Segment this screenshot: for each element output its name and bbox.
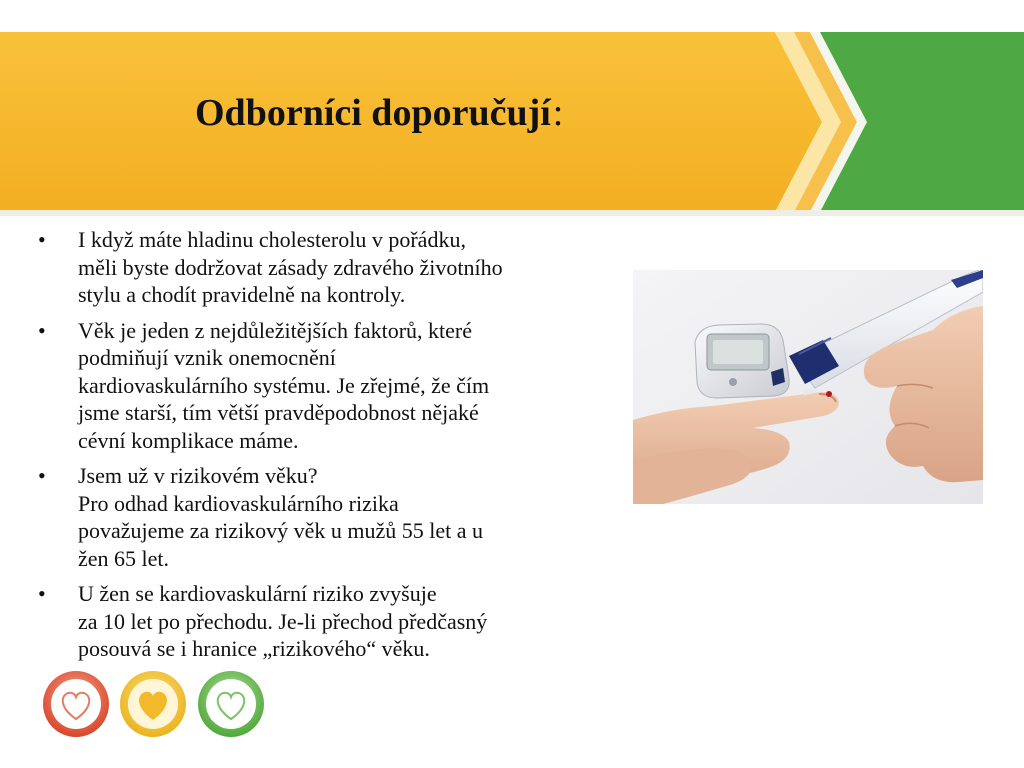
hearts-decoration bbox=[42, 668, 267, 740]
bullet-text-line: měli byste dodržovat zásady zdravého životního bbox=[78, 254, 503, 280]
bullet-item bbox=[38, 580, 638, 663]
bullet-text-line: I když máte hladinu cholesterolu v pořádku, bbox=[78, 227, 466, 252]
slide-title-colon: : bbox=[552, 92, 564, 134]
slide-title-text: Odborníci doporučují bbox=[195, 92, 551, 134]
bullet-text-line: podmiňují vznik onemocnění bbox=[78, 345, 336, 370]
bullet-marker: • bbox=[38, 227, 46, 252]
bullet-text-line: cévní komplikace máme. bbox=[78, 427, 299, 453]
bullet-text-line: žen 65 let. bbox=[78, 545, 170, 571]
bullet-marker: • bbox=[38, 463, 46, 488]
bullet-item bbox=[38, 226, 638, 309]
glucometer-icon bbox=[695, 324, 789, 398]
bullet-marker: • bbox=[38, 581, 46, 606]
bullet-text-line: jsme starší, tím větší pravděpodobnost nějaké bbox=[78, 400, 479, 425]
bullet-text-line: Věk je jeden z nejdůležitějších faktorů, které bbox=[78, 317, 472, 343]
bullet-item bbox=[38, 462, 638, 572]
bullet-text-line: posouvá se i hranice „rizikového“ věku. bbox=[78, 636, 430, 661]
bullet-item bbox=[38, 317, 638, 455]
glucometer-photo bbox=[633, 270, 983, 504]
heart-red-icon bbox=[43, 671, 109, 737]
bullet-text-line: za 10 let po přechodu. Je-li přechod předčasný bbox=[78, 608, 488, 634]
bullet-text-line: Pro odhad kardiovaskulárního rizika bbox=[78, 490, 399, 516]
bullet-text-line: U žen se kardiovaskulární riziko zvyšuje bbox=[78, 581, 437, 606]
glucometer-photo-drawing bbox=[633, 270, 983, 504]
bullet-text-line: Jsem už v rizikovém věku? bbox=[78, 463, 318, 488]
heart-green-icon bbox=[198, 671, 264, 737]
bullet-text-line: považujeme za rizikový věk u mužů 55 let a u bbox=[78, 518, 484, 543]
bullet-text-line: kardiovaskulárního systému. Je zřejmé, že čím bbox=[78, 372, 490, 398]
bullet-marker: • bbox=[38, 317, 46, 343]
bullet-text-line: stylu a chodít pravidelně na kontroly. bbox=[78, 282, 406, 307]
bullet-list bbox=[38, 226, 638, 671]
slide-title bbox=[195, 93, 563, 135]
heart-yellow-icon bbox=[120, 671, 186, 737]
